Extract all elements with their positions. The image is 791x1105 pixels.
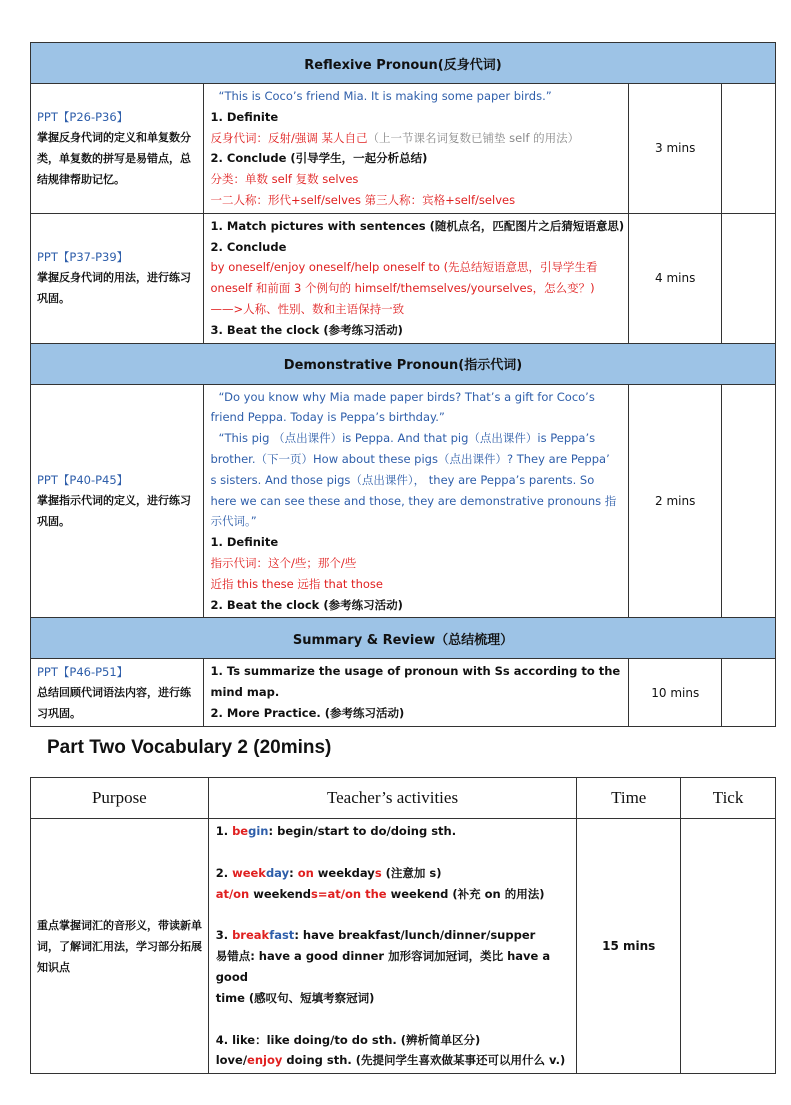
activity-line: 示代词。” bbox=[210, 514, 257, 529]
vocab-activities-cell bbox=[208, 819, 577, 1074]
vocab-item-weekend: at/on weekends=at/on the weekend (补充 on 的用法) bbox=[215, 886, 545, 901]
activity-line: s sisters. And those pigs（点出课件）， they are Peppa’s parents. So bbox=[210, 472, 595, 487]
vocab-item-breakfast-note: 易错点: have a good dinner 加形容词加冠词，类比 have a good bbox=[215, 949, 551, 984]
header-activities: Teacher’s activities bbox=[208, 778, 577, 819]
tick-cell[interactable] bbox=[722, 213, 776, 343]
purpose-cell bbox=[31, 659, 204, 726]
vocab-item-weekday: 2. weekday: on weekdays (注意加 s) bbox=[215, 865, 442, 880]
activity-line: 1. Ts summarize the usage of pronoun with Ss according to the bbox=[210, 664, 621, 679]
ppt-page-range: PPT【P26-P36】 bbox=[37, 109, 129, 124]
vocab-time-cell: 15 mins bbox=[577, 819, 681, 1074]
activity-line: ——>人称、性别、数和主语保持一致 bbox=[210, 301, 405, 316]
vocab-tick-cell[interactable] bbox=[681, 819, 776, 1074]
part-two-heading: Part Two Vocabulary 2 (20mins) bbox=[47, 737, 332, 758]
activities-cell bbox=[203, 384, 629, 618]
activity-line: oneself 和前面 3 个例句的 himself/themselves/yourselves，怎么变？) bbox=[210, 281, 595, 296]
purpose-text: 总结回顾代词语法内容，进行练习巩固。 bbox=[37, 685, 191, 720]
ppt-page-range: PPT【P37-P39】 bbox=[37, 250, 129, 265]
purpose-cell bbox=[31, 213, 204, 343]
activities-cell bbox=[203, 84, 629, 214]
time-cell: 2 mins bbox=[629, 384, 722, 618]
activity-line: friend Peppa. Today is Peppa’s birthday.” bbox=[210, 410, 445, 425]
activities-cell bbox=[203, 213, 629, 343]
activities-cell bbox=[203, 659, 629, 726]
tick-cell[interactable] bbox=[722, 384, 776, 618]
vocab-item-breakfast: 3. breakfast: have breakfast/lunch/dinner/supper bbox=[215, 928, 536, 943]
activity-line: 1. Match pictures with sentences (随机点名，匹配图片之后猜短语意思) bbox=[210, 218, 625, 233]
tick-cell[interactable] bbox=[722, 659, 776, 726]
vocab-purpose-text: 重点掌握词汇的音形义，带读新单词，了解词汇用法，学习部分拓展知识点 bbox=[37, 918, 202, 974]
activity-line: 近指 this these 远指 that those bbox=[210, 576, 383, 591]
purpose-cell bbox=[31, 84, 204, 214]
header-tick: Tick bbox=[681, 778, 776, 819]
lesson-plan-table-vocabulary bbox=[30, 777, 776, 1074]
table-row bbox=[31, 84, 776, 214]
section-header: Reflexive Pronoun(反身代词) bbox=[31, 43, 776, 84]
time-cell: 4 mins bbox=[629, 213, 722, 343]
vocab-item-begin: 1. begin: begin/start to do/doing sth. bbox=[215, 824, 457, 838]
vocab-item-like: 4. like：like doing/to do sth. (辨析简单区分) bbox=[215, 1032, 481, 1047]
section-header: Summary & Review（总结梳理） bbox=[31, 618, 776, 659]
activity-line: 2. More Practice. (参考练习活动) bbox=[210, 705, 405, 720]
activity-line: 一二人称：形代+self/selves 第三人称：宾格+self/selves bbox=[210, 192, 516, 207]
table-row bbox=[31, 659, 776, 726]
activity-line: 1. Definite bbox=[210, 109, 279, 124]
purpose-text: 掌握指示代词的定义，进行练习巩固。 bbox=[37, 493, 191, 528]
section-header: Demonstrative Pronoun(指示代词) bbox=[31, 343, 776, 384]
activity-line: 分类：单数 self 复数 selves bbox=[210, 172, 359, 187]
activity-line: here we can see these and those, they are demonstrative pronouns 指 bbox=[210, 493, 617, 508]
activity-line: brother.（下一页）How about these pigs（点出课件）? They are Peppa’ bbox=[210, 451, 610, 466]
ppt-page-range: PPT【P40-P45】 bbox=[37, 472, 129, 487]
purpose-text: 掌握反身代词的用法，进行练习巩固。 bbox=[37, 271, 191, 306]
vocab-purpose-cell bbox=[31, 819, 209, 1074]
activity-line: “Do you know why Mia made paper birds? That’s a gift for Coco’s bbox=[218, 389, 595, 404]
purpose-text: 掌握反身代词的定义和单复数分类，单复数的拼写是易错点，总结规律帮助记忆。 bbox=[37, 130, 191, 186]
table-row bbox=[31, 213, 776, 343]
purpose-cell bbox=[31, 384, 204, 618]
activity-line: by oneself/enjoy oneself/help oneself to (先总结短语意思，引导学生看 bbox=[210, 260, 598, 275]
activity-line: 反身代词：反射/强调 某人自己（上一节课名词复数已铺垫 self 的用法） bbox=[210, 130, 580, 145]
activity-line: 2. Conclude (引导学生，一起分析总结) bbox=[210, 151, 428, 166]
tick-cell[interactable] bbox=[722, 84, 776, 214]
activity-line: 3. Beat the clock (参考练习活动) bbox=[210, 322, 403, 337]
time-cell: 3 mins bbox=[629, 84, 722, 214]
vocab-item-love: love/enjoy doing sth. (先提问学生喜欢做某事还可以用什么 v.) bbox=[215, 1053, 566, 1068]
activity-line: 2. Conclude bbox=[210, 239, 287, 254]
activity-line: 指示代词：这个/些；那个/些 bbox=[210, 555, 357, 570]
activity-line: 2. Beat the clock (参考练习活动) bbox=[210, 597, 403, 612]
lesson-plan-table-grammar bbox=[30, 42, 776, 727]
activity-line: mind map. bbox=[210, 685, 280, 700]
time-cell: 10 mins bbox=[629, 659, 722, 726]
activity-line: “This pig （点出课件）is Peppa. And that pig（点出课件）is Peppa’s bbox=[218, 431, 596, 446]
activity-line: 1. Definite bbox=[210, 535, 279, 550]
ppt-page-range: PPT【P46-P51】 bbox=[37, 664, 129, 679]
activity-line: “This is Coco’s friend Mia. It is making some paper birds.” bbox=[218, 89, 552, 103]
vocab-item-breakfast-note2: time (感叹句、短填考察冠词) bbox=[215, 990, 375, 1005]
table-row bbox=[31, 384, 776, 618]
header-time: Time bbox=[577, 778, 681, 819]
header-purpose: Purpose bbox=[31, 778, 209, 819]
